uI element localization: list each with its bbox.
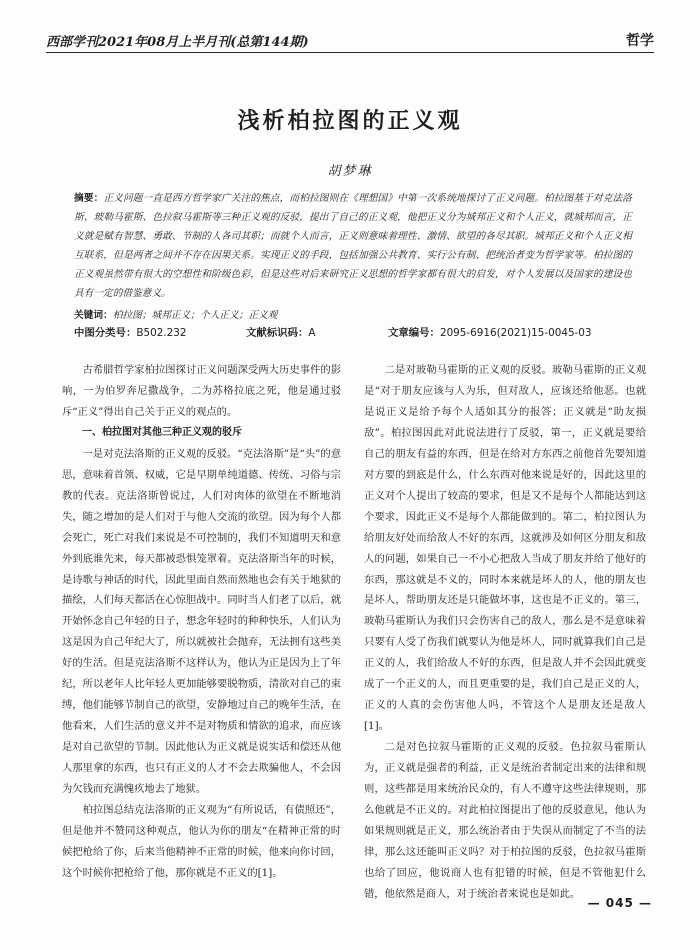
body-column-left [62, 360, 341, 884]
header-rule [46, 52, 654, 53]
body-paragraph: 柏拉图总结克法洛斯的正义观为“有所说话，有债照还”，但是他并不赞同这种观点，他认为你的朋友“在精神正常的时候把枪给了你，后来当他精神不正常的时候，他来向你讨回，这个时候你把枪给了他，那你就是不正义的[1]。 [62, 804, 341, 879]
article-number-value: 2095-6916(2021)15-0045-03 [439, 327, 592, 339]
keywords-label: 关键词： [74, 310, 113, 321]
clc-value: B502.232 [136, 327, 187, 339]
doc-code-value: A [308, 327, 316, 339]
journal-name: 西部学刊2021年08月上半月刊(总第144期) [46, 35, 309, 50]
abstract-text: 正义问题一直是西方哲学家广关注的焦点，而柏拉图则在《理想国》中第一次系统地探讨了正义问题。柏拉图基于对克法洛斯、玻勒马霍斯、色拉叙马霍斯等三种正义观的反驳，提出了自己的正义观，他把正义分为城邦正义和个人正义，就城邦而言，正义就是赋有智慧、勇敢、节制的人各司其职；而就个人而言，正义则意味着理性、激情、欲望的各尽其职。城邦正义和个人正义相互联系，但是两者之间并不存在因果关系。实现正义的手段，包括加强公共教育、实行公有制、把统治者变为哲学家等。柏拉图的正义观虽然带有很大的空想性和阶级色彩，但是这些对后来研究正义思想的哲学家都有很大的启发，对个人发展以及国家的建设也具有一定的借鉴意义。 [74, 193, 632, 299]
clc-number [74, 323, 186, 343]
body-paragraph: 一是对克法洛斯的正义观的反驳。“克法洛斯”是“头”的意思，意味着首领、权威，它是早期单纯道德、传统、习俗与宗教的代表。克法洛斯曾说过，人们对肉体的欲望在不断地消失，随之增加的是人们对于与他人交流的欲望。因为每个人都会死亡，死亡对我们来说是不可控制的，我们不知道明天和意外到底谁先来，每天都被恐惧笼罩着。克法洛斯当年的时候，是诗歌与神话的时代，因此里面自然而然地也会有关于地狱的描绘，人们每天都活在心惊胆战中。同时当人们老了以后，就开始怀念自己年轻的日子，想念年轻时的种种快乐，人们认为这是因为自己年纪大了，所以就被社会抛弃，无法拥有这些美好的生活。但是克法洛斯不这样认为，他认为正是因为上了年纪，所以老年人比年轻人更加能够要脱物质，清欲对自己的束缚，他们能够节制自己的欲望，安静地过自己的晚年生活，在他看来，人们生活的意义并不是对物质和情欲的追求，而应该是对自己欲望的节制。因此他认为正义就是说实话和偿还从他人那里拿的东西，也只有正义的人才不会去欺骗他人，不会因为欠钱而充满愧疚地去了地狱。 [62, 447, 341, 796]
body-column-right [364, 360, 646, 905]
section-label: 哲学 [626, 33, 654, 49]
abstract [74, 189, 632, 303]
document-code [246, 323, 315, 343]
article-number [388, 323, 592, 343]
running-header [46, 24, 654, 50]
body-paragraph: 二是对玻勒马霍斯的正义观的反驳。玻勒马霍斯的正义观是“对于朋友应该与人为乐，但对敌人，应该还给他恶。也就是说正义是给予每个人适如其分的报答；正义就是“助友损敌”。柏拉图因此对此说法进行了反驳，第一，正义就是要给自己的朋友有益的东西，但是在给对方东西之前他首先要知道对方要的到底是什么，什么东西对他来说是好的，因此这里的正义对个人提出了较高的要求，但是又不是每个人都能达到这个要求，因此正义不是每个人都能做到的。第二，柏拉图认为给朋友好处而给敌人不好的东西，这就涉及如何区分朋友和敌人的问题，如果自己一不小心把敌人当成了朋友并给了他好的东西，那这就是不义的，同时本来就是坏人的人，他的朋友也是坏人，帮助朋友还是只能做坏事，这也是不正义的。第三，玻勒马霍斯认为我们只会伤害自己的敌人，那么是不是意味着只要有人受了伤我们就要认为他是坏人，同时就算我们自己是正义的人，我们给敌人不好的东西，但是敌人并不会因此就变成了一个正义的人，而且更重要的是，我们自己是正义的人，正义的人真的会伤害他人吗，不管这个人是朋友还是敌人[1]。 [364, 364, 646, 733]
doc-code-label: 文献标识码： [246, 327, 309, 339]
clc-label: 中图分类号： [74, 327, 137, 339]
abstract-label: 摘要： [74, 193, 104, 204]
article-title: 浅析柏拉图的正义观 [237, 109, 463, 134]
section-heading: 一、柏拉图对其他三种正义观的驳斥 [82, 426, 242, 438]
article-number-label: 文章编号： [388, 327, 440, 339]
body-paragraph: 二是对色拉叙马霍斯的正义观的反驳。色拉叙马霍斯认为，正义就是强者的利益，正义是统治者制定出来的法律和规则，这些都是用来统治民众的，有人不遵守这些法律规则，那么他就是不正义的。对此柏拉图提出了他的反驳意见，他认为如果规则就是正义，那么统治者由于失误从而制定了不当的法律，那么这还能叫正义吗？对于柏拉图的反驳，色拉叙马霍斯也给了回应，他说商人也有犯错的时候，但是不管他犯什么错，他依然是商人，对于统治者来说也是如此。 [364, 741, 646, 900]
author-name: 胡梦琳 [327, 164, 373, 179]
keywords-text: 柏拉图；城邦正义；个人正义；正义观 [112, 310, 278, 321]
body-paragraph: 古希腊哲学家柏拉图探讨正义问题深受两大历史事件的影响，一为伯罗奔尼撒战争，二为苏格拉底之死，他是通过驳斥“正义”得出自己关于正义的观点的。 [62, 364, 341, 418]
page-number: — 045 — [587, 896, 652, 910]
